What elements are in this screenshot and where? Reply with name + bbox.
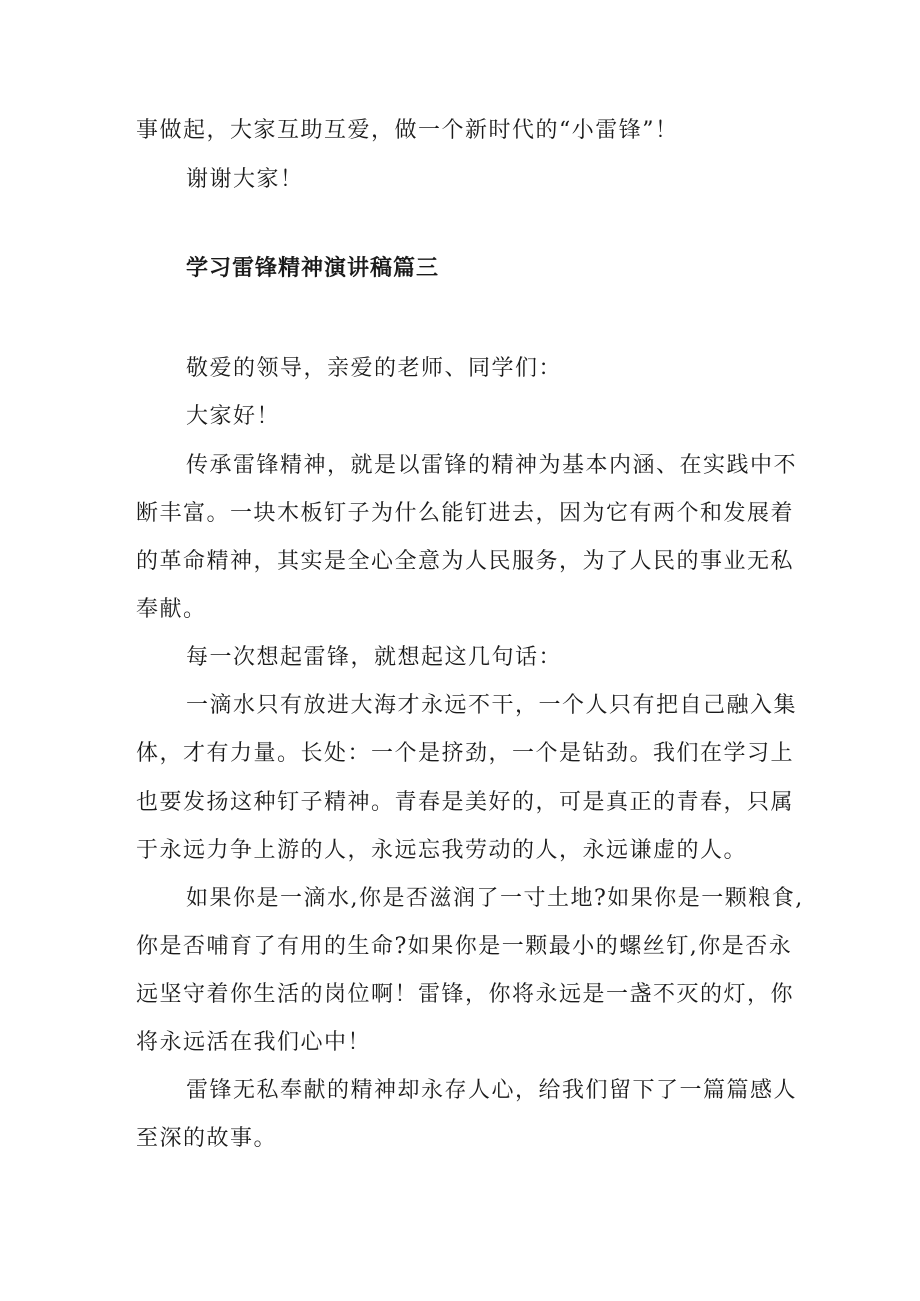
paragraph-line: 至深的故事。 [136,1126,278,1151]
paragraph-line: 你是否哺育了有用的生命?如果你是一颗最小的螺丝钉,你是否永 [136,934,793,959]
paragraph-line: 雷锋无私奉献的精神却永存人心，给我们留下了一篇篇感人 [186,1078,798,1103]
paragraph-line: 奉献。 [136,597,207,622]
paragraph-line: 也要发扬这种钉子精神。青春是美好的，可是真正的青春，只属 [136,790,795,815]
paragraph-line: 传承雷锋精神，就是以雷锋的精神为基本内涵、在实践中不 [186,453,798,478]
paragraph-line: 一滴水只有放进大海才永远不干，一个人只有把自己融入集 [186,693,798,718]
section-heading: 学习雷锋精神演讲稿篇三 [186,256,440,281]
paragraph-line: 如果你是一滴水,你是否滋润了一寸土地?如果你是一颗粮食, [186,886,804,911]
paragraph-line: 远坚守着你生活的岗位啊！雷锋，你将永远是一盏不灭的灯，你 [136,982,795,1007]
text-line: 事做起，大家互助互爱，做一个新时代的“小雷锋”！ [136,118,679,143]
paragraph-line: 体，才有力量。长处：一个是挤劲，一个是钻劲。我们在学习上 [136,741,795,766]
paragraph-line: 断丰富。一块木板钉子为什么能钉进去，因为它有两个和发展着 [136,501,795,526]
paragraph-line: 的革命精神，其实是全心全意为人民服务，为了人民的事业无私 [136,549,795,574]
paragraph-line: 将永远活在我们心中！ [136,1030,372,1055]
greeting-line: 敬爱的领导，亲爱的老师、同学们： [186,356,563,381]
paragraph-line: 于永远力争上游的人，永远忘我劳动的人，永远谦虚的人。 [136,838,748,863]
hello-line: 大家好！ [186,404,281,429]
paragraph-line: 每一次想起雷锋，就想起这几句话： [186,645,563,670]
text-line: 谢谢大家！ [186,167,304,192]
